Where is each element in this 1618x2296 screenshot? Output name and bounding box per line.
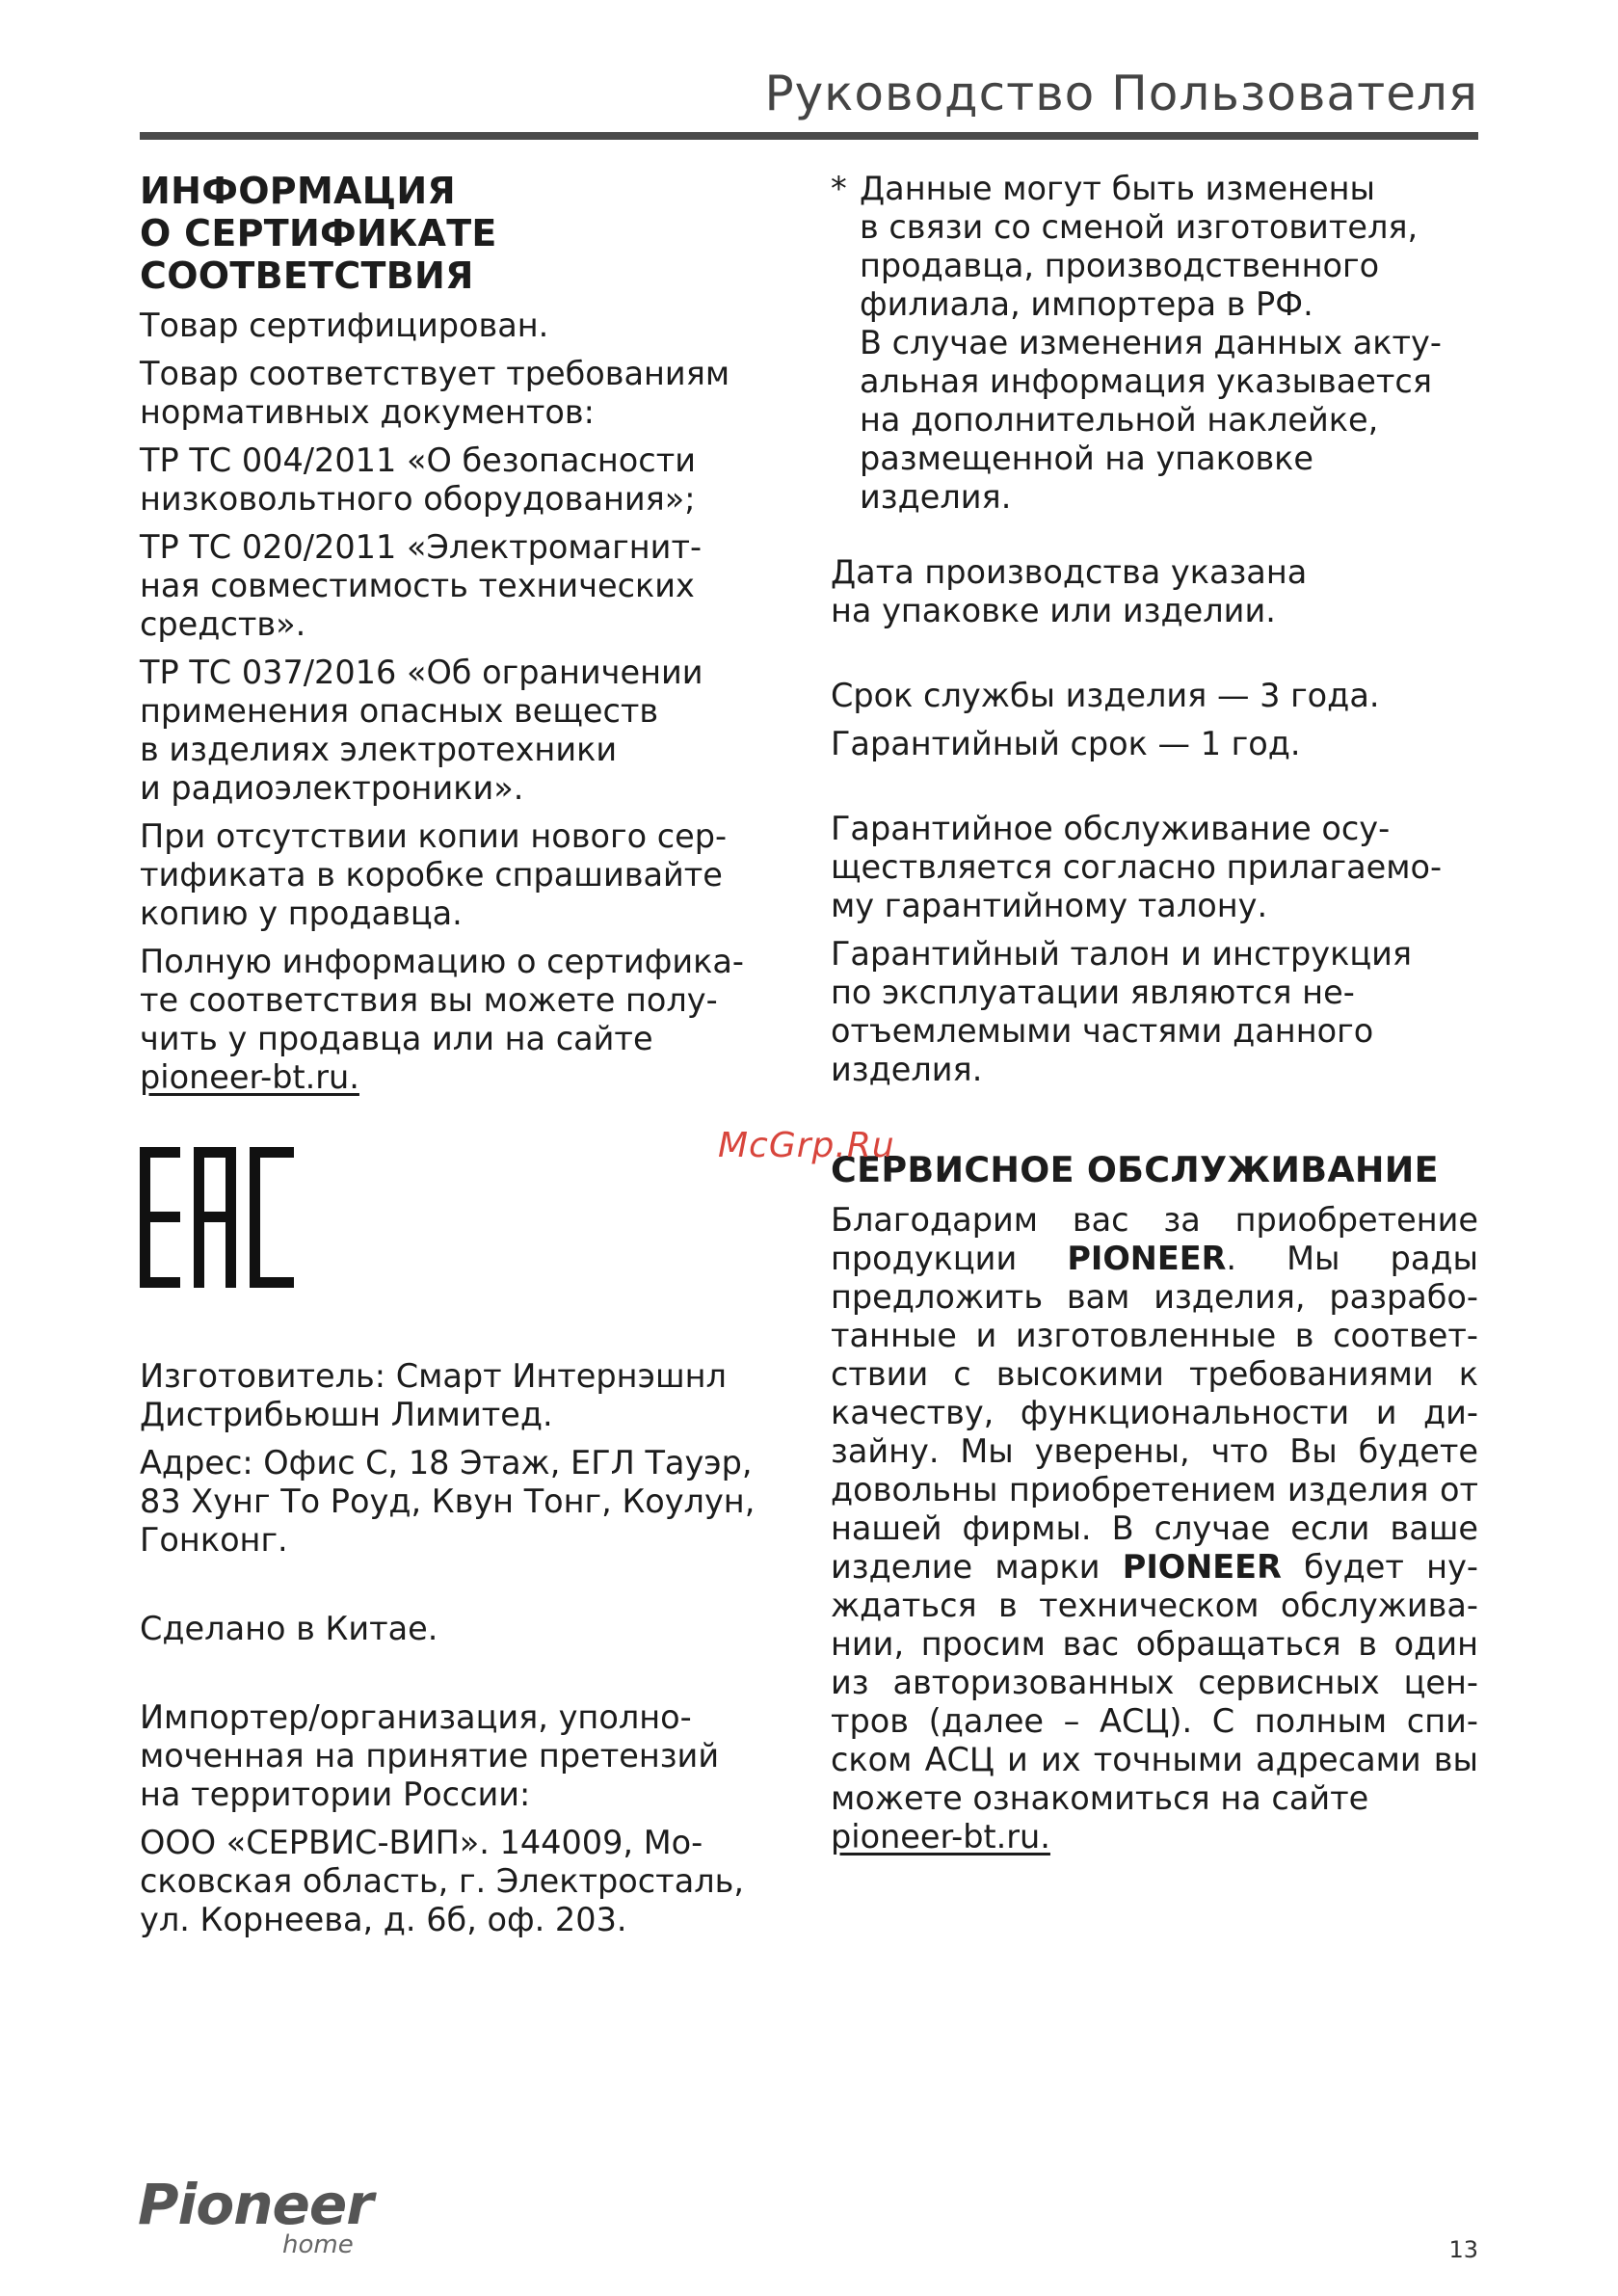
data-change-note xyxy=(831,170,1478,517)
warranty-card-text: Гарантийный талон и инструкция по эксплуатации являются не- отъемлемыми частями данного изделия. xyxy=(831,935,1413,1088)
brand-name: PIONEER xyxy=(1067,1240,1227,1277)
compliance-text: Товар соответствует требованиям нормативных документов: xyxy=(140,355,730,431)
brand-name: PIONEER xyxy=(1122,1548,1282,1586)
warranty-service-text: Гарантийное обслуживание осу- ществляется согласно прилагаемо- му гарантийному талону. xyxy=(831,810,1443,924)
regulation-004: ТР ТС 004/2011 «О безопасности низковольтного оборудования»; xyxy=(140,441,696,518)
left-column xyxy=(140,170,766,1107)
warranty-period-text: Гарантийный срок — 1 год. xyxy=(831,725,1301,762)
right-column xyxy=(831,170,1478,1099)
logo-subtext: home xyxy=(282,2230,354,2259)
full-info-text: Полную информацию о сертифика- те соответствия вы можете полу- чить у продавца или на сайте pioneer-bt.ru. xyxy=(140,943,744,1096)
importer-address: ООО «СЕРВИС-ВИП». 144009, Мо- сковская область, г. Электросталь, ул. Корнеева, д. 6б, оф. 203. xyxy=(140,1824,745,1938)
service-text: Благодарим вас за приобретение продукции PIONEER. Мы рады предложить вам изделия, разрабо-танные и изготовленные в соответ-ствии с высокими требованиями к качеству, функциональности и ди-зайну. Мы уверены, что Вы будете довольны приобретением изделия от нашей фирмы. В случае если ваше изделие марки PIONEER будет ну-ждаться в техническом обслужива-нии, просим вас обращаться в один из авторизованных сервисных цен-тров (далее – АСЦ). С полным спи-ском АСЦ и их точными адресами вы можете ознакомиться на сайте pioneer-bt.ru. xyxy=(831,1201,1478,1855)
regulation-020: ТР ТС 020/2011 «Электромагнит- ная совместимость технических средств». xyxy=(140,528,703,643)
watermark: McGrp.Ru xyxy=(718,1126,895,1165)
eac-mark-icon xyxy=(140,1147,294,1288)
asterisk: * xyxy=(831,170,847,207)
service-block xyxy=(831,1149,1478,1866)
heading-line: ИНФОРМАЦИЯ xyxy=(140,170,456,212)
pioneer-site-link[interactable]: pioneer-bt.ru. xyxy=(140,1058,359,1096)
page-header-title: Руководство Пользователя xyxy=(764,66,1478,121)
page-number: 13 xyxy=(1448,2236,1478,2263)
service-life-text: Срок службы изделия — 3 года. xyxy=(831,677,1380,714)
manufacturer-text: Изготовитель: Смарт Интернэшнл Дистрибьюшн Лимитед. xyxy=(140,1357,727,1433)
importer-text: Импортер/организация, уполно- моченная на принятие претензий на территории России: xyxy=(140,1698,720,1813)
service-heading: СЕРВИСНОЕ ОБСЛУЖИВАНИЕ xyxy=(831,1149,1439,1190)
manufacturer-address: Адрес: Офис С, 18 Этаж, ЕГЛ Тауэр, 83 Хунг То Роуд, Квун Тонг, Коулун, Гонконг. xyxy=(140,1444,756,1559)
certified-text: Товар сертифицирован. xyxy=(140,307,549,344)
service-site-link[interactable]: pioneer-bt.ru. xyxy=(831,1818,1050,1855)
pioneer-logo xyxy=(138,2172,373,2259)
production-date-text: Дата производства указана на упаковке или изделии. xyxy=(831,553,1308,629)
logo-text: Pioneer xyxy=(138,2172,373,2237)
heading-line: СООТВЕТСТВИЯ xyxy=(140,254,474,297)
note-text: Данные могут быть изменены в связи со сменой изготовителя, продавца, производственного филиала, импортера в РФ. В случае изменения данных акту- альная информация указывается на дополнительной наклейке, размещенной на упаковке изделия. xyxy=(860,170,1442,516)
header-divider xyxy=(140,132,1478,140)
certificate-heading xyxy=(140,170,766,297)
certificate-copy-text: При отсутствии копии нового сер- тификата в коробке спрашивайте копию у продавца. xyxy=(140,817,728,932)
made-in-text: Сделано в Китае. xyxy=(140,1610,438,1647)
heading-line: О СЕРТИФИКАТЕ xyxy=(140,212,497,254)
manufacturer-block xyxy=(140,1357,766,1949)
regulation-037: ТР ТС 037/2016 «Об ограничении применения опасных веществ в изделиях электротехники и радиоэлектроники». xyxy=(140,654,703,807)
